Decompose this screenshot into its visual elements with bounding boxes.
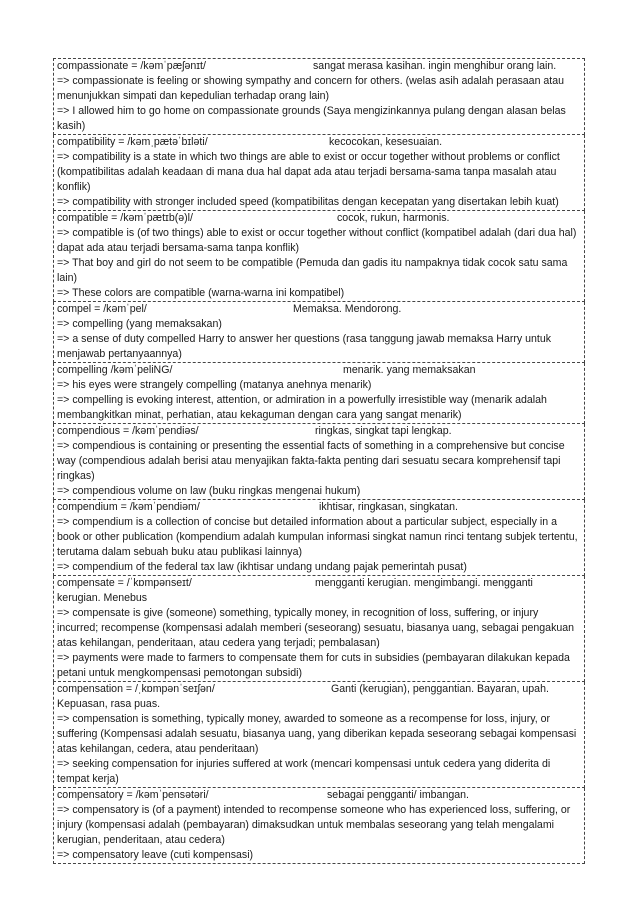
entry-term: compatible = /kəmˈpætɪb(ə)l/ bbox=[57, 212, 193, 224]
entry-term: compel = /kəmˈpel/ bbox=[57, 303, 147, 315]
entry-header bbox=[57, 576, 582, 591]
entry-term: compensate = /ˈkɒmpənseɪt/ bbox=[57, 577, 192, 589]
entry-example: => I allowed him to go home on compassionate grounds (Saya mengizinkannya pulang dengan alasan belas kasih) bbox=[57, 105, 566, 132]
dictionary-page bbox=[53, 58, 585, 864]
entry-meaning: mengganti kerugian. mengimbangi. mengganti bbox=[315, 577, 533, 589]
entry-header bbox=[57, 500, 582, 515]
entry-meaning: cocok, rukun, harmonis. bbox=[337, 212, 450, 224]
dictionary-entry bbox=[53, 363, 585, 424]
entry-meaning: menarik. yang memaksakan bbox=[343, 364, 476, 376]
entry-header bbox=[57, 363, 582, 378]
entry-example: => That boy and girl do not seem to be compatible (Pemuda dan gadis itu nampaknya tidak cocok satu sama lain) bbox=[57, 257, 568, 284]
dictionary-entry bbox=[53, 424, 585, 500]
entry-example: => compensatory leave (cuti kompensasi) bbox=[57, 849, 254, 861]
entry-meaning: ikhtisar, ringkasan, singkatan. bbox=[319, 501, 458, 513]
dictionary-entry bbox=[53, 682, 585, 788]
entry-meaning: sangat merasa kasihan. ingin menghibur orang lain. bbox=[313, 60, 557, 72]
entry-meaning-continued: kerugian. Menebus bbox=[57, 592, 148, 604]
dictionary-entry bbox=[53, 576, 585, 682]
entry-example: => compassionate is feeling or showing sympathy and concern for others. (welas asih adalah perasaan atau menunjukkan simpati dan kepedulian terhadap orang lain) bbox=[57, 75, 565, 102]
entry-meaning-continued: Kepuasan, rasa puas. bbox=[57, 698, 161, 710]
entry-example: => compensatory is (of a payment) intended to recompense someone who has experienced loss, suffering, or injury (kompensasi adalah (pembayaran) dimaksudkan untuk membalas seseorang yang telah mengalami kerugian, penderitaan, atau cedera) bbox=[57, 804, 571, 846]
entry-example: => seeking compensation for injuries suffered at work (mencari kompensasi untuk cedera yang diderita di tempat kerja) bbox=[57, 758, 551, 785]
entry-example: => compatibility is a state in which two things are able to exist or occur together without problems or conflict (kompatibilitas adalah keadaan di mana dua hal dapat ada atau terjadi bersama-sama tanpa masalah atau konflik) bbox=[57, 151, 560, 193]
dictionary-entry bbox=[53, 302, 585, 363]
entry-header bbox=[57, 788, 582, 803]
entry-term: compendium = /kəmˈpendiəm/ bbox=[57, 501, 200, 513]
dictionary-entry bbox=[53, 58, 585, 135]
entry-example: => compatible is (of two things) able to exist or occur together without conflict (kompatibel adalah (dari dua hal) dapat ada atau terjadi bersama-sama tanpa konflik) bbox=[57, 227, 577, 254]
dictionary-entry bbox=[53, 211, 585, 302]
entry-example: => compatibility with stronger included speed (kompatibilitas dengan kecepatan yang disertakan lebih kuat) bbox=[57, 196, 559, 208]
entry-example: => compendium of the federal tax law (ikhtisar undang undang pajak pemerintah pusat) bbox=[57, 561, 467, 573]
dictionary-entry bbox=[53, 788, 585, 864]
entry-example: => compelling is evoking interest, attention, or admiration in a powerfully irresistible way (menarik adalah membangkitkan minat, perhatian, atau kekaguman dengan cara yang sangat menarik) bbox=[57, 394, 547, 421]
entry-example: => These colors are compatible (warna-warna ini kompatibel) bbox=[57, 287, 345, 299]
entry-example: => compendious is containing or presenting the essential facts of something in a comprehensive but concise way (compendious adalah berisi atau menyajikan fakta-fakta penting dari sesuatu secara komprehensif tapi ringkas) bbox=[57, 440, 565, 482]
dictionary-entry bbox=[53, 500, 585, 576]
entry-term: compassionate = /kəmˈpæʃənɪt/ bbox=[57, 60, 206, 72]
entry-term: compelling /kəmˈpeliNG/ bbox=[57, 364, 173, 376]
dictionary-entry bbox=[53, 135, 585, 211]
entry-meaning: Ganti (kerugian), penggantian. Bayaran, upah. bbox=[331, 683, 549, 695]
entry-term: compensation = /ˌkɒmpənˈseɪʃən/ bbox=[57, 683, 215, 695]
entry-meaning: Memaksa. Mendorong. bbox=[293, 303, 402, 315]
entry-term: compendious = /kəmˈpendiəs/ bbox=[57, 425, 199, 437]
entry-header bbox=[57, 135, 582, 150]
entry-term: compatibility = /kəmˌpætəˈbɪləti/ bbox=[57, 136, 208, 148]
entry-example: => compendious volume on law (buku ringkas mengenai hukum) bbox=[57, 485, 361, 497]
entry-header bbox=[57, 424, 582, 439]
entry-meaning: ringkas, singkat tapi lengkap. bbox=[315, 425, 452, 437]
entry-header bbox=[57, 211, 582, 226]
entry-header bbox=[57, 682, 582, 697]
entry-example: => compendium is a collection of concise but detailed information about a particular subject, especially in a book or other publication (kompendium adalah kumpulan informasi singkat namun rinci tentang subjek tertentu, terutama dalam sebuah buku atau publikasi lainnya) bbox=[57, 516, 578, 558]
entry-header bbox=[57, 302, 582, 317]
entry-example: => his eyes were strangely compelling (matanya anehnya menarik) bbox=[57, 379, 372, 391]
entry-header bbox=[57, 59, 582, 74]
entry-term: compensatory = /kəmˈpensətəri/ bbox=[57, 789, 209, 801]
entry-example: => a sense of duty compelled Harry to answer her questions (rasa tanggung jawab memaksa Harry untuk menjawab pertanyaannya) bbox=[57, 333, 552, 360]
entry-meaning: sebagai pengganti/ imbangan. bbox=[327, 789, 469, 801]
entry-example: => compensation is something, typically money, awarded to someone as a recompense for loss, injury, or suffering (Kompensasi adalah sesuatu, biasanya uang, yang diberikan kepada seseorang sebagai kompensasi atas kehilangan, cedera, atau penderitaan) bbox=[57, 713, 577, 755]
entry-example: => compensate is give (someone) something, typically money, in recognition of loss, suffering, or injury incurred; recompense (kompensasi adalah memberi (seseorang) sesuatu, biasanya uang, sebagai pengakuan atas kehilangan, penderitaan, atau cedera yang terjadi; pembalasan) bbox=[57, 607, 575, 649]
entry-example: => compelling (yang memaksakan) bbox=[57, 318, 222, 330]
entry-example: => payments were made to farmers to compensate them for cuts in subsidies (pembayaran dilakukan kepada petani untuk mengkompensasi pemotongan subsidi) bbox=[57, 652, 570, 679]
entry-meaning: kecocokan, kesesuaian. bbox=[329, 136, 443, 148]
